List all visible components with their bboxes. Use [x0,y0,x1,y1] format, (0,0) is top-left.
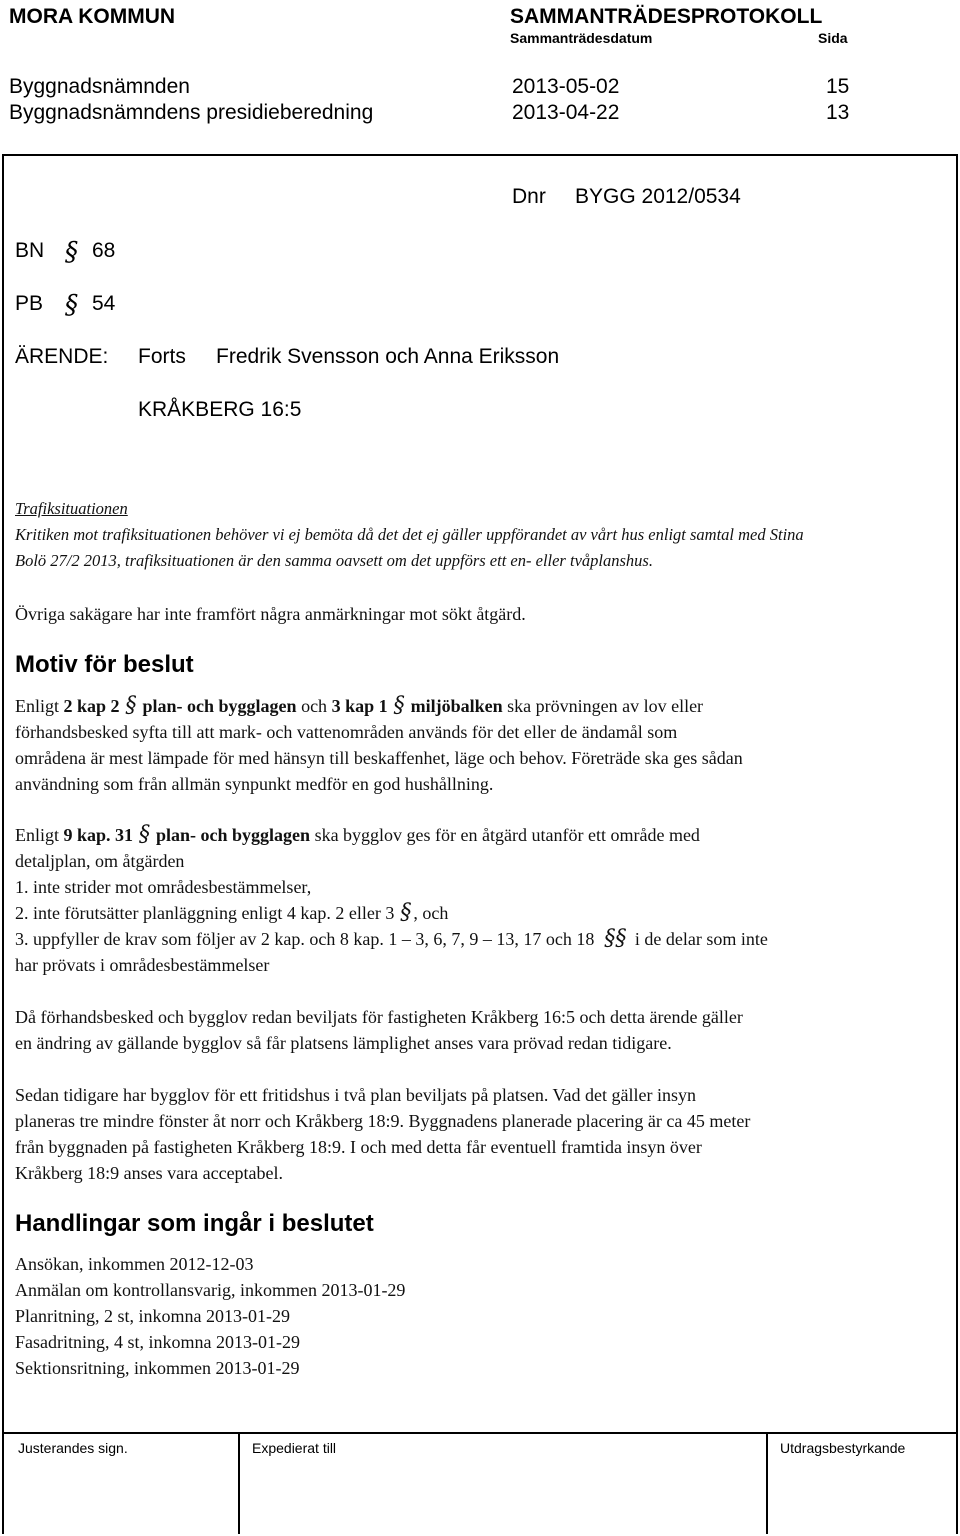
footer-justerandes-sign: Justerandes sign. [18,1440,128,1456]
document-item: Fasadritning, 4 st, inkomna 2013-01-29 [15,1332,300,1352]
motiv-p4-line-2: planeras tre mindre fönster åt norr och Kråkberg 18:9. Byggnadens planerade placering är ca 45 meter [15,1111,751,1131]
motiv-p2-line-4: 2. inte förutsätter planläggning enligt 4 kap. 2 eller 3 § , och [15,900,449,925]
section-icon: §§ [604,926,627,951]
committee-meeting-date: 2013-05-02 [512,75,620,98]
motiv-p2-line-6: har prövats i områdesbestämmelser [15,955,270,975]
arende-status: Forts [138,345,186,368]
motiv-paragraph-1 [15,693,743,797]
motiv-p1-line-2: förhandsbesked syfta till att mark- och vattenområden används för det eller de ändamål som [15,722,678,742]
section-icon: § [393,693,405,718]
footer-divider [2,1432,958,1434]
dnr-value: BYGG 2012/0534 [575,185,741,208]
arende-label: ÄRENDE: [15,345,109,368]
section-icon: § [139,822,151,847]
motiv-paragraph-2 [15,822,768,978]
bn-label: BN [15,239,45,262]
other-owners-statement: Övriga sakägare har inte framfört några anmärkningar mot sökt åtgärd. [15,604,526,624]
frame-left-line [2,154,4,1534]
presidium-meeting-date: 2013-04-22 [512,101,620,124]
property-designation: KRÅKBERG 16:5 [138,398,302,421]
document-type: SAMMANTRÄDESPROTOKOLL [510,5,823,28]
presidium-name: Byggnadsnämndens presidieberedning [9,101,374,124]
motiv-p2-line-1: Enligt 9 kap. 31 § plan- och bygglagen ska bygglov ges för en åtgärd utanför ett område med [15,822,700,847]
frame-top-line [2,154,958,156]
motiv-p4-line-3: från byggnaden på fastigheten Kråkberg 18:9. I och med detta får eventuell framtida insyn över [15,1137,702,1157]
motiv-p1-line-3: områdena är mest lämpade för med hänsyn till beskaffenhet, läge och behov. Företräde ska ges sådan [15,748,743,768]
document-item: Anmälan om kontrollansvarig, inkommen 2013-01-29 [15,1280,406,1300]
motiv-p2-line-3: 1. inte strider mot områdesbestämmelser, [15,877,312,897]
motiv-paragraph-3 [15,1004,743,1056]
documents-heading: Handlingar som ingår i beslutet [15,1210,374,1237]
traffic-line-1: Kritiken mot trafiksituationen behöver vi ej bemöta då det det ej gäller uppförandet av vårt hus enligt samtal med Stina [15,525,804,544]
motiv-p2-line-5: 3. uppfyller de krav som följer av 2 kap. och 8 kap. 1 – 3, 6, 7, 9 – 13, 17 och 18 §§ i de delar som inte [15,926,768,951]
motiv-p4-line-4: Kråkberg 18:9 anses vara acceptabel. [15,1163,284,1183]
motiv-heading: Motiv för beslut [15,651,194,678]
footer-utdragsbestyrkande: Utdragsbestyrkande [780,1440,906,1456]
traffic-heading: Trafiksituationen [15,499,128,518]
traffic-line-2: Bolö 27/2 2013, trafiksituationen är den samma oavsett om det uppförs ett en- eller tvåplanshus. [15,551,653,570]
motiv-p1-line-1: Enligt 2 kap 2 § plan- och bygglagen och 3 kap 1 § miljöbalken ska prövningen av lov eller [15,693,704,718]
dnr-label: Dnr [512,185,546,208]
committee-name: Byggnadsnämnden [9,75,190,98]
documents-list [15,1251,405,1381]
pb-number: 54 [92,292,116,315]
motiv-p2-line-2: detaljplan, om åtgärden [15,851,185,871]
motiv-p4-line-1: Sedan tidigare har bygglov för ett fritidshus i två plan beviljats på platsen. Vad det gäller insyn [15,1085,697,1105]
page-label: Sida [818,30,848,46]
motiv-p1-line-4: användning som från allmän synpunkt medför en god hushållning. [15,774,494,794]
bn-section-icon: § [65,237,78,267]
section-icon: § [125,693,137,718]
applicants: Fredrik Svensson och Anna Eriksson [216,345,560,368]
pb-section-icon: § [65,290,78,320]
section-icon: § [400,900,412,925]
motiv-p3-line-1: Då förhandsbesked och bygglov redan beviljats för fastigheten Kråkberg 16:5 och detta ärende gäller [15,1007,743,1027]
org-name: MORA KOMMUN [9,5,176,28]
footer-expedierat-till: Expedierat till [252,1440,337,1456]
motiv-paragraph-4 [15,1082,750,1186]
meeting-date-label: Sammanträdesdatum [510,30,653,46]
frame-right-line [956,154,958,1534]
committee-page-number: 15 [826,75,850,98]
document-item: Sektionsritning, inkommen 2013-01-29 [15,1358,300,1378]
presidium-page-number: 13 [826,101,850,124]
document-item: Ansökan, inkommen 2012-12-03 [15,1254,254,1274]
document-item: Planritning, 2 st, inkomna 2013-01-29 [15,1306,290,1326]
bn-number: 68 [92,239,116,262]
footer-separator-2 [766,1432,768,1534]
footer-separator-1 [238,1432,240,1534]
pb-label: PB [15,292,44,315]
motiv-p3-line-2: en ändring av gällande bygglov så får platsens lämplighet anses vara prövad redan tidigare. [15,1033,672,1053]
